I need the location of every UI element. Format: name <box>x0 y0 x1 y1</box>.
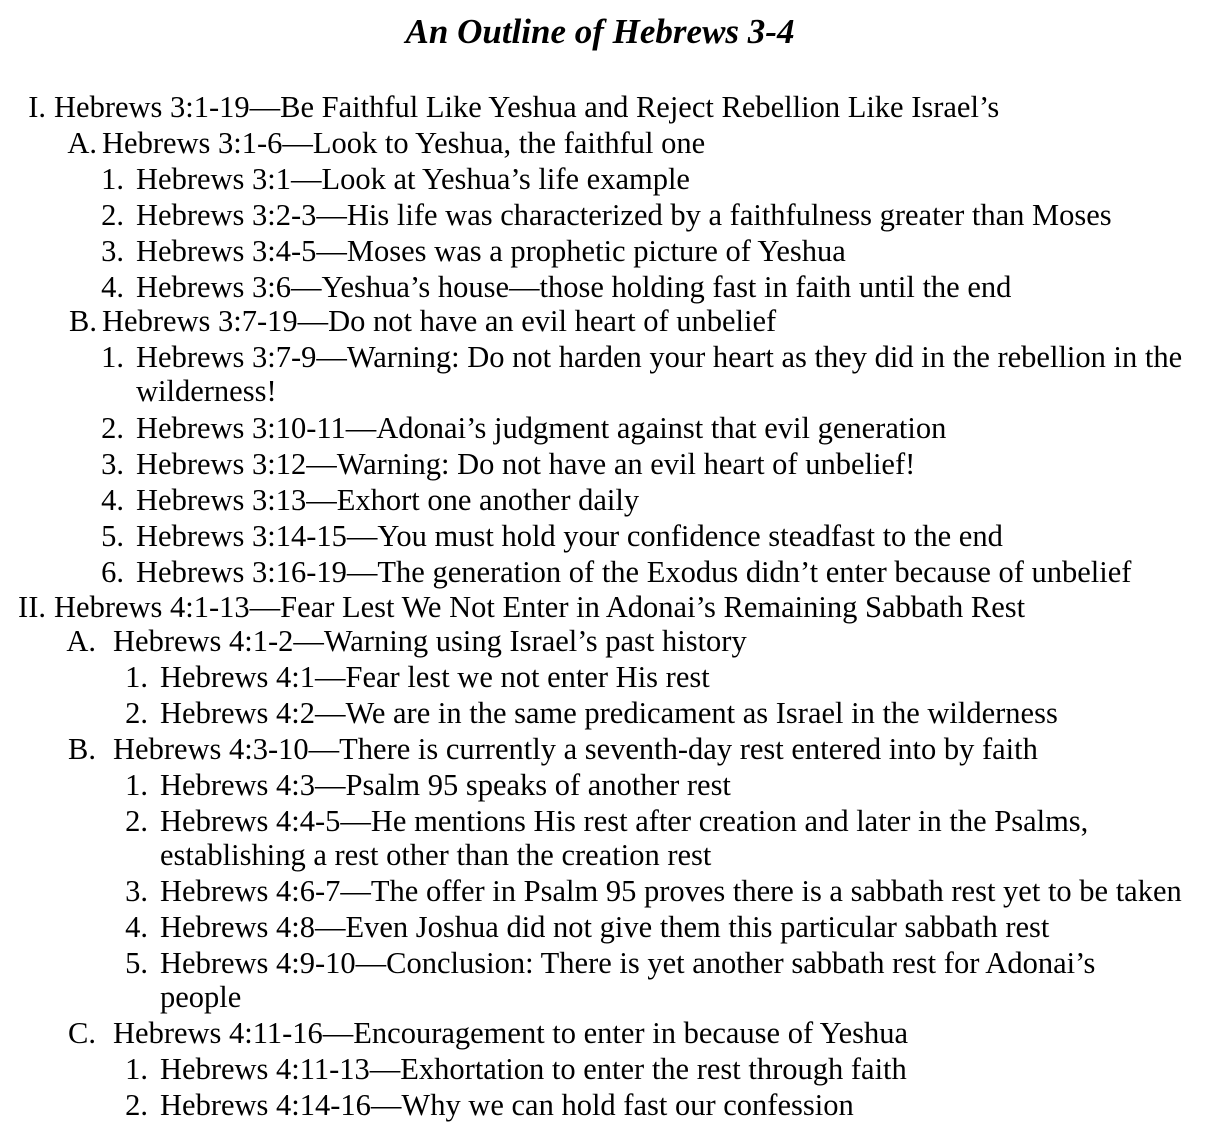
subsection-letter: A. <box>66 624 96 658</box>
item-text: Hebrews 4:14-16—Why we can hold fast our confession <box>160 1088 854 1122</box>
item-number: 2. <box>101 411 124 445</box>
subsection-letter: B. <box>69 304 97 338</box>
item-number: 2. <box>125 1088 148 1122</box>
item-number: 1. <box>101 162 124 196</box>
outline-item <box>0 555 1131 589</box>
outline-item <box>0 270 1011 304</box>
item-number: 3. <box>125 874 148 908</box>
outline-item <box>0 340 1186 408</box>
item-number: 2. <box>125 804 148 838</box>
item-number: 4. <box>125 910 148 944</box>
item-text: Hebrews 3:14-15—You must hold your confidence steadfast to the end <box>136 519 1003 553</box>
item-number: 6. <box>101 555 124 589</box>
outline-item <box>0 1088 854 1122</box>
outline-item <box>0 768 731 802</box>
item-text: Hebrews 3:16-19—The generation of the Exodus didn’t enter because of unbelief <box>136 555 1132 589</box>
item-text: Hebrews 4:2—We are in the same predicament as Israel in the wilderness <box>160 696 1058 730</box>
outline-subsection-1b <box>0 304 776 338</box>
item-number: 1. <box>101 340 124 374</box>
subsection-letter: B. <box>68 732 96 766</box>
section-heading: Hebrews 3:1-19—Be Faithful Like Yeshua and Reject Rebellion Like Israel’s <box>54 90 1000 124</box>
subsection-heading: Hebrews 4:3-10—There is currently a seventh-day rest entered into by faith <box>113 732 1038 766</box>
item-text: Hebrews 3:1—Look at Yeshua’s life example <box>136 162 690 196</box>
item-number: 5. <box>101 519 124 553</box>
outline-item <box>0 910 1049 944</box>
outline-item <box>0 804 1150 872</box>
item-text: Hebrews 3:12—Warning: Do not have an evil heart of unbelief! <box>136 447 916 481</box>
item-text: Hebrews 4:6-7—The offer in Psalm 95 proves there is a sabbath rest yet to be taken <box>160 874 1182 908</box>
item-text: Hebrews 4:11-13—Exhortation to enter the rest through faith <box>160 1052 907 1086</box>
document-title: An Outline of Hebrews 3-4 <box>405 12 795 51</box>
outline-item <box>0 447 915 481</box>
subsection-letter: C. <box>68 1016 96 1050</box>
section-number: I. <box>28 90 46 124</box>
subsection-heading: Hebrews 3:1-6—Look to Yeshua, the faithful one <box>102 126 706 160</box>
outline-item <box>0 198 1112 232</box>
item-number: 5. <box>125 946 148 980</box>
item-text: Hebrews 3:7-9—Warning: Do not harden your heart as they did in the rebellion in the wilderness! <box>136 340 1183 408</box>
outline-item <box>0 874 1182 908</box>
outline-subsection-2a <box>0 624 747 658</box>
outline-subsection-2c <box>0 1016 908 1050</box>
item-number: 2. <box>101 198 124 232</box>
outline-subsection-2b <box>0 732 1038 766</box>
section-number: II. <box>18 590 46 624</box>
outline-item <box>0 411 946 445</box>
item-number: 3. <box>101 447 124 481</box>
outline-item <box>0 519 1003 553</box>
item-number: 4. <box>101 270 124 304</box>
item-text: Hebrews 3:2-3—His life was characterized by a faithfulness greater than Moses <box>136 198 1112 232</box>
outline-item <box>0 162 690 196</box>
outline-item <box>0 483 639 517</box>
outline-item <box>0 946 1160 1014</box>
outline-item <box>0 1052 907 1086</box>
item-text: Hebrews 4:4-5—He mentions His rest after creation and later in the Psalms, establishing a rest other than the creation rest <box>160 804 1089 872</box>
item-text: Hebrews 3:10-11—Adonai’s judgment against that evil generation <box>136 411 947 445</box>
item-number: 4. <box>101 483 124 517</box>
item-text: Hebrews 3:4-5—Moses was a prophetic picture of Yeshua <box>136 234 846 268</box>
subsection-heading: Hebrews 3:7-19—Do not have an evil heart of unbelief <box>102 304 777 338</box>
outline-section-1 <box>0 90 999 124</box>
item-text: Hebrews 4:9-10—Conclusion: There is yet another sabbath rest for Adonai’s people <box>160 946 1096 1014</box>
item-text: Hebrews 4:1—Fear lest we not enter His rest <box>160 660 710 694</box>
subsection-heading: Hebrews 4:1-2—Warning using Israel’s past history <box>113 624 747 658</box>
item-number: 1. <box>125 1052 148 1086</box>
item-number: 1. <box>125 768 148 802</box>
item-text: Hebrews 3:13—Exhort one another daily <box>136 483 640 517</box>
outline-subsection-1a <box>0 126 705 160</box>
item-text: Hebrews 4:3—Psalm 95 speaks of another rest <box>160 768 731 802</box>
subsection-letter: A. <box>67 126 97 160</box>
item-number: 2. <box>125 696 148 730</box>
item-text: Hebrews 4:8—Even Joshua did not give them this particular sabbath rest <box>160 910 1050 944</box>
outline-item <box>0 234 846 268</box>
outline-item <box>0 660 710 694</box>
outline-item <box>0 696 1058 730</box>
section-heading: Hebrews 4:1-13—Fear Lest We Not Enter in Adonai’s Remaining Sabbath Rest <box>54 590 1026 624</box>
item-text: Hebrews 3:6—Yeshua’s house—those holding fast in faith until the end <box>136 270 1012 304</box>
item-number: 1. <box>125 660 148 694</box>
outline-section-2 <box>0 590 1025 624</box>
item-number: 3. <box>101 234 124 268</box>
subsection-heading: Hebrews 4:11-16—Encouragement to enter in because of Yeshua <box>113 1016 909 1050</box>
